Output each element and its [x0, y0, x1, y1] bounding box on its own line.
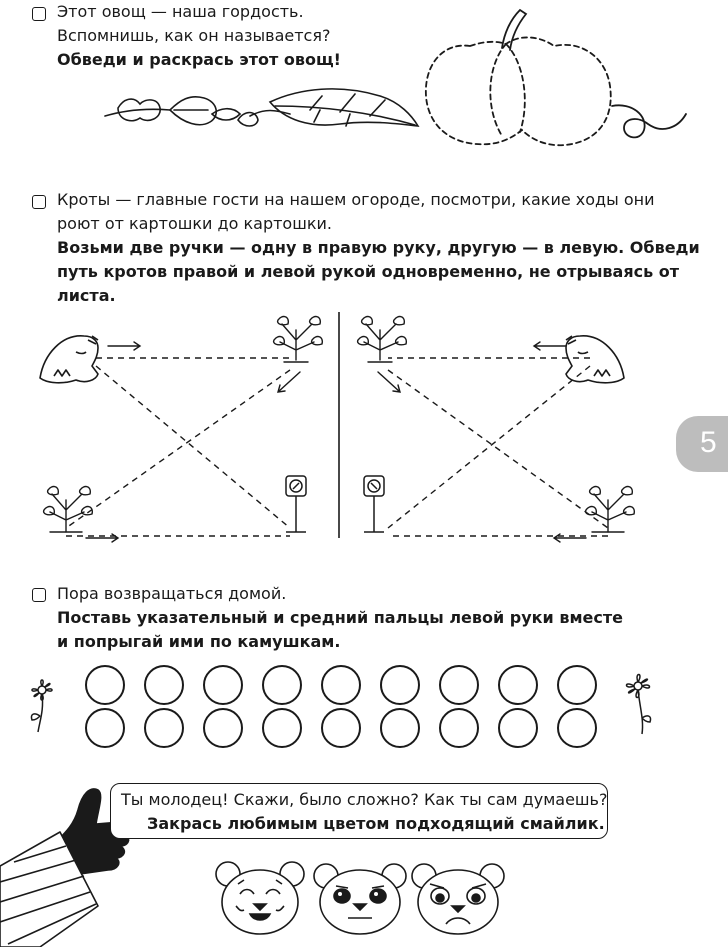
speech-bubble-line-1: Ты молодец! Скажи, было сложно? Как ты сам думаешь? [121, 790, 608, 809]
speech-bubble-line-2: Закрась любимым цветом подходящий смайлик. [147, 814, 605, 833]
mole-left-icon [40, 336, 98, 383]
speech-bubble [110, 783, 608, 839]
smiley-happy-face-icon[interactable] [214, 858, 306, 938]
stone-1-6[interactable] [380, 665, 420, 705]
task2-instruction-1: Возьми две ручки — одну в правую руку, другую — в левую. Обведи [57, 238, 700, 257]
task1-checkbox[interactable] [32, 7, 46, 21]
task2-checkbox[interactable] [32, 195, 46, 209]
pumpkin-tracing-illustration [412, 6, 712, 156]
task2-instruction-3: листа. [57, 286, 116, 305]
task1-text [57, 0, 341, 72]
task3-text [57, 582, 623, 654]
stone-2-3[interactable] [203, 708, 243, 748]
signpost-left-icon [286, 476, 306, 532]
signpost-right-icon [364, 476, 384, 532]
page-number-tab [676, 416, 728, 472]
task3-line-1: Пора возвращаться домой. [57, 584, 287, 603]
leaves-garland-illustration [100, 80, 430, 140]
potato-plant-bottom-left-icon [44, 487, 93, 532]
stone-2-7[interactable] [439, 708, 479, 748]
task2-text [57, 188, 700, 308]
task1-line-2: Вспомнишь, как он называется? [57, 26, 331, 45]
stone-1-2[interactable] [144, 665, 184, 705]
task3-instruction-2: и попрыгай ими по камушкам. [57, 632, 341, 651]
stone-2-8[interactable] [498, 708, 538, 748]
stone-1-3[interactable] [203, 665, 243, 705]
potato-plant-top-right-icon [358, 317, 407, 362]
stone-1-4[interactable] [262, 665, 302, 705]
task3-checkbox[interactable] [32, 588, 46, 602]
potato-plant-top-left-icon [274, 317, 323, 362]
page-number: 5 [700, 426, 717, 459]
stone-2-9[interactable] [557, 708, 597, 748]
task2-instruction-2: путь кротов правой и левой рукой одновременно, не отрываясь от [57, 262, 680, 281]
mole-right-icon [566, 336, 624, 383]
potato-plant-bottom-right-icon [586, 487, 635, 532]
stone-1-5[interactable] [321, 665, 361, 705]
stone-1-1[interactable] [85, 665, 125, 705]
flower-right-icon [618, 668, 662, 738]
stone-2-1[interactable] [85, 708, 125, 748]
stone-2-4[interactable] [262, 708, 302, 748]
stone-2-5[interactable] [321, 708, 361, 748]
task3-instruction-1: Поставь указательный и средний пальцы левой руки вместе [57, 608, 623, 627]
task1-line-1: Этот овощ — наша гордость. [57, 2, 304, 21]
task2-line-2: роют от картошки до картошки. [57, 214, 332, 233]
task1-instruction: Обведи и раскрась этот овощ! [57, 50, 341, 69]
smiley-neutral-face-icon[interactable] [312, 858, 408, 938]
stone-1-9[interactable] [557, 665, 597, 705]
stone-1-7[interactable] [439, 665, 479, 705]
stone-1-8[interactable] [498, 665, 538, 705]
stone-2-2[interactable] [144, 708, 184, 748]
task2-line-1: Кроты — главные гости на нашем огороде, посмотри, какие ходы они [57, 190, 655, 209]
stone-2-6[interactable] [380, 708, 420, 748]
mole-paths-illustration [0, 300, 728, 560]
flower-left-icon [22, 676, 62, 736]
smiley-sad-face-icon[interactable] [410, 858, 506, 938]
